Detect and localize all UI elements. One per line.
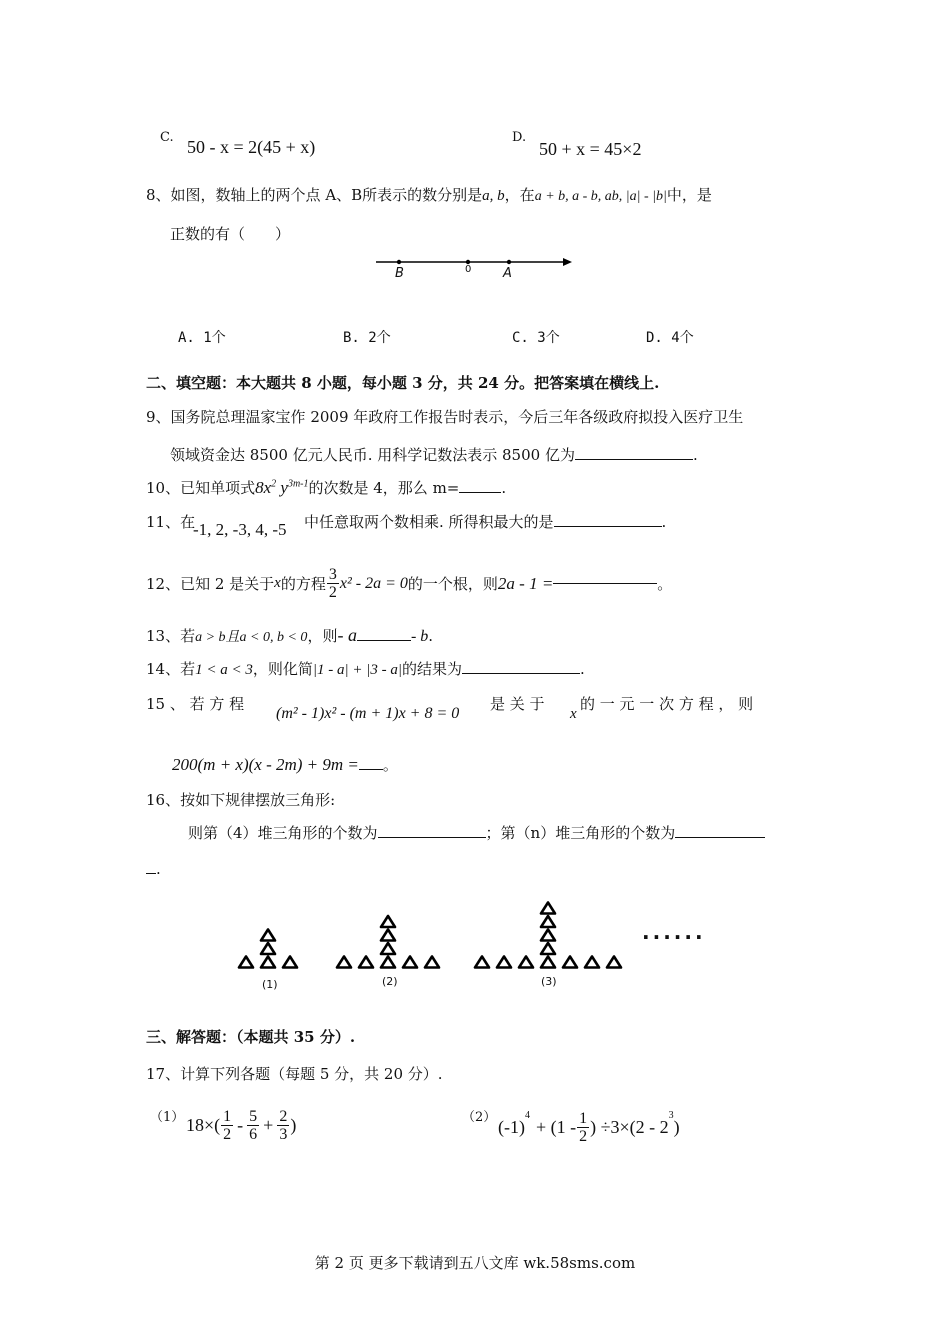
triangle-icon xyxy=(381,957,395,968)
q11-rest: 中任意取两个数相乘. 所得积最大的是 . xyxy=(304,513,667,531)
arrow-head-icon xyxy=(563,258,572,266)
q11-numbers: -1, 2, -3, 4, -5 xyxy=(193,520,287,539)
point-a-dot xyxy=(507,260,511,264)
fig-label-3: (3) xyxy=(541,975,557,988)
fig-label-1: (1) xyxy=(262,978,278,991)
q7-option-c-expr: 50 - x = 2(45 + x) xyxy=(187,137,316,157)
q8-stem: 8、如图，数轴上的两个点 A、B所表示的数分别是a, b，在a + b, a - b, ab, |a| - |b|中，是 xyxy=(146,186,712,204)
q17-part2-expr: (-1) $^4$ + (1 - $\frac{1}{2}$ ) ÷3×(2 - 2 $^3$ ) xyxy=(498,1110,680,1145)
q7-option-d-expr: 50 + x = 45×2 xyxy=(539,139,642,159)
q12: 12、已知 2 是关于 x 的方程 $\frac{3}{2}$ x² - 2a = 0 的一个根，则 2a - 1 = 。 xyxy=(146,566,673,601)
q8-option-c: C. 3个 xyxy=(512,330,560,346)
q17-part1-label: （1） xyxy=(150,1110,185,1125)
q15-line2: 200(m + x)(x - 2m) + 9m = 。 xyxy=(172,755,398,774)
q9-line1: 9、国务院总理温家宝作 2009 年政府工作报告时表示，今后三年各级政府拟投入医疗卫生 xyxy=(146,408,744,426)
continuation-dots: ...... xyxy=(642,920,706,944)
triangle-icon xyxy=(381,943,395,954)
q16-line2: 则第（4）堆三角形的个数为 ；第（n）堆三角形的个数为 xyxy=(188,822,765,843)
q10-answer-blank xyxy=(459,492,501,493)
q8-stem-line2: 正数的有（ ） xyxy=(170,225,291,243)
fig-label-2: (2) xyxy=(382,975,398,988)
q12-answer-blank xyxy=(553,583,657,584)
triangle-icon xyxy=(607,957,621,968)
triangle-icon xyxy=(541,957,555,968)
q15-suffix: 的 一 元 一 次 方 程 ， 则 xyxy=(580,695,754,713)
origin-label: 0 xyxy=(465,264,472,275)
q9-answer-blank xyxy=(575,459,693,460)
triangle-icon xyxy=(381,930,395,941)
q14-answer-blank xyxy=(462,673,580,674)
q17-part2-label: （2） xyxy=(462,1110,497,1125)
triangle-icon xyxy=(403,957,417,968)
q11-answer-blank xyxy=(554,526,662,527)
section3-heading: 三、解答题：（本题共 35 分）. xyxy=(146,1028,356,1046)
q16-blank-n xyxy=(675,837,765,838)
q15-mid: 是 关 于 xyxy=(490,695,545,713)
triangle-icon xyxy=(541,930,555,941)
q13: 13、若a > b且a < 0, b < 0，则- a - b. xyxy=(146,625,434,645)
triangle-icon xyxy=(337,957,351,968)
triangle-icon xyxy=(425,957,439,968)
q12-fraction: $\frac{3}{2}$ xyxy=(328,566,337,601)
triangle-icon xyxy=(261,957,275,968)
triangle-icon xyxy=(283,957,297,968)
q16-line3: . xyxy=(146,860,161,878)
triangle-icon xyxy=(541,943,555,954)
section2-heading: 二、填空题：本大题共 8 小题，每小题 3 分，共 24 分。把答案填在横线上. xyxy=(146,374,660,392)
q14: 14、若1 < a < 3，则化简|1 - a| + |3 - a|的结果为 . xyxy=(146,660,585,678)
q15-answer-blank xyxy=(359,769,383,770)
q17-line: 17、计算下列各题（每题 5 分，共 20 分）. xyxy=(146,1065,443,1083)
triangle-icon xyxy=(585,957,599,968)
triangle-icon xyxy=(519,957,533,968)
q8-option-b: B. 2个 xyxy=(343,330,391,346)
q15-var: x xyxy=(570,706,577,722)
point-b-label: B xyxy=(395,266,404,281)
triangle-icon xyxy=(497,957,511,968)
q9-line2: 领域资金达 8500 亿元人民币. 用科学记数法表示 8500 亿为 . xyxy=(170,446,698,464)
q13-answer-blank xyxy=(357,640,411,641)
q16-line1: 16、按如下规律摆放三角形: xyxy=(146,791,336,809)
q7-option-c-label: C. xyxy=(160,130,174,145)
triangle-icon xyxy=(541,916,555,927)
q16-blank-4 xyxy=(378,837,486,838)
q11-prefix: 11、在 xyxy=(146,513,196,531)
q7-option-d-label: D. xyxy=(512,130,527,145)
triangle-icon xyxy=(239,957,253,968)
q8-option-d: D. 4个 xyxy=(646,330,694,346)
page-footer: 第 2 页 更多下载请到五八文库 wk.58sms.com xyxy=(314,1254,636,1272)
point-a-label: A xyxy=(503,266,512,281)
triangle-icon xyxy=(475,957,489,968)
q15-prefix: 15 、 若 方 程 xyxy=(146,695,245,713)
triangle-icon xyxy=(563,957,577,968)
triangle-icon xyxy=(261,943,275,954)
triangle-icon xyxy=(541,903,555,914)
q10: 10、已知单项式$8x^2$ $y^{3m-1}$的次数是 4，那么 m= . xyxy=(146,478,507,497)
triangle-icon xyxy=(261,930,275,941)
q15-equation: (m² - 1)x² - (m + 1)x + 8 = 0 xyxy=(276,705,460,722)
q8-option-a: A. 1个 xyxy=(178,330,226,346)
point-b-dot xyxy=(397,260,401,264)
triangle-icon xyxy=(359,957,373,968)
q17-part1-expr: 18×( $\frac{1}{2}$ - $\frac{5}{6}$ + $\frac{2}{3}$ ) xyxy=(186,1108,297,1143)
triangle-icon xyxy=(381,916,395,927)
